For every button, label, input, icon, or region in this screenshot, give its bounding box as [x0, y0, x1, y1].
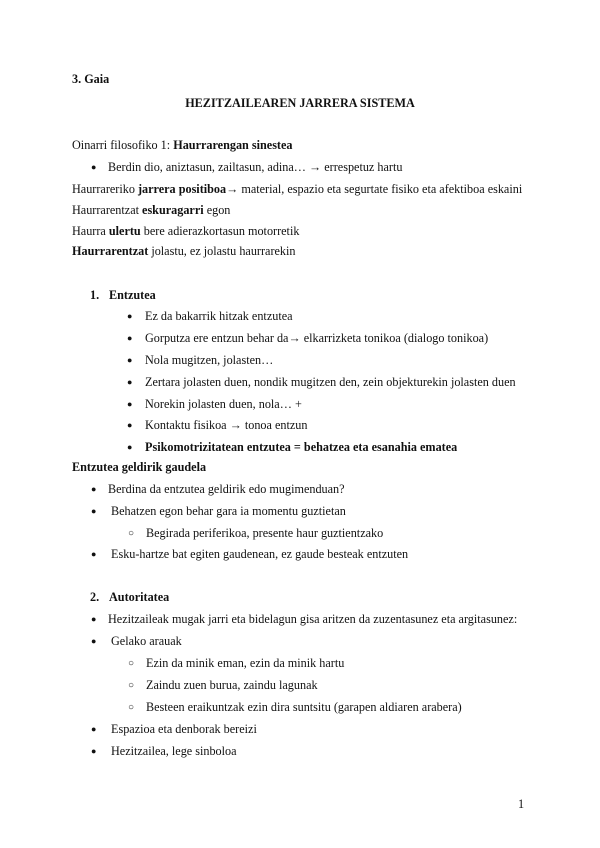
intro-line-2-b: egon — [203, 203, 231, 217]
sub-bullet: Esku-hartze bat egiten gaudenean, ez gaude besteak entzuten — [111, 547, 409, 561]
page-number: 1 — [518, 797, 525, 811]
sub-bullet: Behatzen egon behar gara ia momentu guztietan — [111, 504, 346, 518]
section-1-bold-bullet: Psikomotrizitatean entzutea = behatzea eta esanahia ematea — [145, 440, 458, 454]
principle-bold: Haurrarengan sinestea — [173, 138, 293, 152]
bullet-icon: ● — [127, 333, 133, 343]
intro-line-1-bold: jarrera positiboa — [137, 182, 227, 196]
section-1-bullet: Ez da bakarrik hitzak entzutea — [145, 309, 293, 323]
bullet-icon: ● — [91, 614, 97, 624]
bullet-icon: ● — [127, 399, 133, 409]
bullet-icon: ● — [91, 724, 97, 734]
section-2-bullet: Gelako arauak — [111, 634, 182, 648]
intro-line-1-b: → material, espazio eta segurtate fisiko eta afektiboa eskaini — [226, 182, 523, 196]
circle-bullet-icon: ○ — [128, 528, 135, 539]
section-2-bullet: Espazioa eta denborak bereizi — [111, 722, 257, 736]
sub-bullet: Berdina da entzutea geldirik edo mugimenduan? — [108, 482, 345, 496]
bullet-icon: ● — [127, 420, 133, 430]
intro-line-1 — [72, 182, 522, 197]
page-title: HEZITZAILEAREN JARRERA SISTEMA — [185, 96, 415, 110]
intro-line-2 — [72, 203, 230, 218]
intro-line-2-bold: eskuragarri — [142, 203, 204, 217]
intro-line-4-b: jolastu, ez jolastu haurrarekin — [148, 244, 296, 258]
section-1-heading: Entzutea — [109, 288, 156, 302]
circle-bullet-icon: ○ — [128, 680, 135, 691]
section-1-bullet: Nola mugitzen, jolasten… — [145, 353, 274, 367]
section-2-heading: Autoritatea — [109, 590, 170, 604]
bullet-icon: ● — [91, 484, 97, 494]
intro-line-3 — [72, 224, 299, 239]
section-1-bullet: Kontaktu fisikoa → tonoa entzun — [145, 418, 308, 432]
section-2-number: 2. — [90, 590, 100, 604]
bullet-icon: ● — [127, 355, 133, 365]
intro-line-4-bold: Haurrarentzat — [72, 244, 149, 258]
section-1-bullet: Norekin jolasten duen, nola… + — [145, 397, 302, 411]
intro-line-3-b: bere adierazkortasun motorretik — [140, 224, 300, 238]
section-label: 3. Gaia — [72, 72, 110, 86]
bullet-icon: ● — [91, 506, 97, 516]
principle-line — [72, 138, 293, 153]
principle-prefix: Oinarri filosofiko 1: — [72, 138, 174, 152]
sub-circle-item: Begirada periferikoa, presente haur guztientzako — [146, 526, 384, 540]
bullet-icon: ● — [91, 636, 97, 646]
section-2-bullet: Hezitzaileak mugak jarri eta bidelagun gisa aritzen da zuzentasunez eta argitasunez: — [108, 612, 518, 626]
intro-line-1-a: Haurrareriko — [72, 182, 138, 196]
section-1-number: 1. — [90, 288, 100, 302]
section-1-subheading: Entzutea geldirik gaudela — [72, 460, 207, 474]
intro-bullet: Berdin dio, aniztasun, zailtasun, adina… → errespetuz hartu — [108, 160, 403, 174]
intro-line-3-bold: ulertu — [108, 224, 141, 238]
section-2-circle-item: Ezin da minik eman, ezin da minik hartu — [146, 656, 345, 670]
intro-line-4 — [72, 244, 295, 259]
bullet-icon: ● — [127, 377, 133, 387]
bullet-icon: ● — [127, 442, 133, 452]
bullet-icon: ● — [91, 746, 97, 756]
bullet-icon: ● — [91, 549, 97, 559]
intro-line-3-a: Haurra — [72, 224, 109, 238]
section-1-bullet: Zertara jolasten duen, nondik mugitzen den, zein objekturekin jolasten duen — [145, 375, 516, 389]
section-2-circle-item: Zaindu zuen burua, zaindu lagunak — [146, 678, 318, 692]
section-2-circle-item: Besteen eraikuntzak ezin dira suntsitu (garapen aldiaren arabera) — [146, 700, 462, 714]
circle-bullet-icon: ○ — [128, 702, 135, 713]
bullet-icon: ● — [127, 311, 133, 321]
circle-bullet-icon: ○ — [128, 658, 135, 669]
bullet-icon: ● — [91, 162, 97, 172]
section-2-bullet: Hezitzailea, lege sinboloa — [111, 744, 237, 758]
section-1-bullet: Gorputza ere entzun behar da→ elkarrizketa tonikoa (dialogo tonikoa) — [145, 331, 489, 345]
intro-line-2-a: Haurrarentzat — [72, 203, 143, 217]
